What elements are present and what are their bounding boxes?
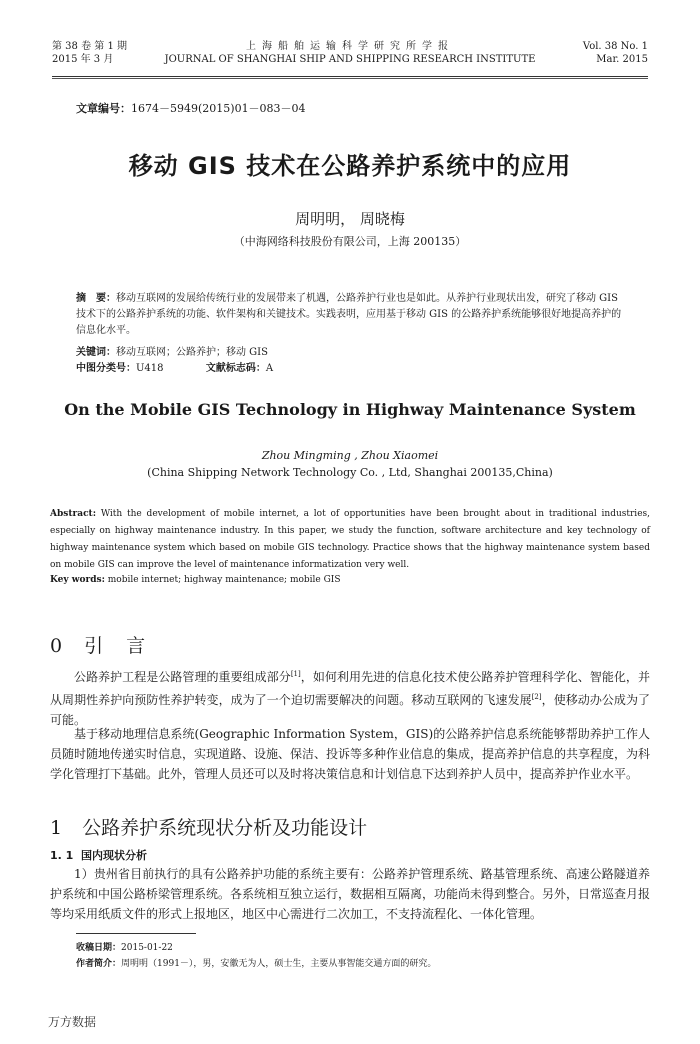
- abstract-en-text: With the development of mobile internet, a lot of opportunities have been brought about in traditional industries, especially on highway maintenance industry. In this paper, we study the function, software architecture and key technology of highway maintenance system which based on mobile GIS technology. Practice shows that the highway maintenance system based on mobile GIS can improve the level of maintenance informatization very well.: [50, 509, 650, 570]
- header-journal-cn: 上海船舶运输科学研究所学报: [246, 41, 454, 52]
- abstract-en-label: Abstract:: [50, 509, 97, 519]
- paper-title: 移动 GIS 技术在公路养护系统中的应用: [128, 152, 572, 180]
- footnote-author: [76, 956, 436, 969]
- clc-label: 中图分类号：: [76, 363, 136, 374]
- para-text: ，如何利用先进的信息化技术使公路养护管理科学化、智能化，并从周期性养护向预防性养护转变，成为了一个迫切需要解决的问题。移动互联网的飞速发展: [50, 670, 650, 707]
- english-affiliation: (China Shipping Network Technology Co. , Ltd, Shanghai 200135,China): [147, 466, 553, 479]
- doc-code-label: 文献标志码：: [205, 363, 266, 374]
- para-text: 公路养护工程是公路管理的重要组成部分: [74, 670, 291, 684]
- keywords-cn-label: 关键词：: [76, 347, 116, 358]
- abstract-cn-label: 摘 要：: [76, 293, 116, 304]
- section-0-heading: [50, 631, 147, 658]
- article-number-label: 文章编号：: [76, 102, 131, 115]
- keywords-cn: [76, 346, 268, 360]
- section-1-paragraph-1: [50, 864, 650, 924]
- section-1-number: 1: [50, 817, 63, 839]
- keywords-en: [50, 575, 341, 585]
- author-bio-value: 周明明（1991－），男，安徽无为人，硕士生，主要从事智能交通方面的研究。: [121, 959, 437, 969]
- author-bio-label: 作者简介：: [76, 959, 122, 969]
- doc-code-value: A: [265, 363, 274, 374]
- subsection-title: 国内现状分析: [81, 849, 147, 862]
- header-journal: [52, 40, 648, 66]
- section-0-number: 0: [50, 635, 65, 657]
- para-text: 1）贵州省目前执行的具有公路养护功能的系统主要有：公路养护管理系统、路基管理系统、高速公路隧道养护系统和中国公路桥梁管理系统。各系统相互独立运行，数据相互隔离，功能尚未得到整合。另外，日常巡查月报等均采用纸质文件的形式上报地区，地区中心需进行二次加工，不支持流程化、一体化管理。: [50, 867, 651, 921]
- para-text: ，使移动办公成为了可能。: [50, 693, 650, 727]
- header-rule-thin: [52, 78, 648, 79]
- section-0-title: 引 言: [84, 635, 148, 657]
- received-value: 2015-01-22: [121, 943, 173, 953]
- header-right: [583, 40, 648, 66]
- keywords-en-text: mobile internet; highway maintenance; mobile GIS: [104, 575, 341, 585]
- running-header: [52, 40, 648, 80]
- para-text: 基于移动地理信息系统(Geographic Information System，GIS)的公路养护信息系统能够帮助养护工作人员随时随地传递实时信息，实现道路、设施、保洁、投诉等多种作业信息的集成，提高养护信息的共享程度，为科学化管理打下基础。此外，管理人员还可以及时将决策信息和计划信息下达到养护人员中，提高养护作业水平。: [50, 727, 651, 781]
- subsection-number: 1. 1: [50, 849, 74, 862]
- keywords-cn-text: 移动互联网；公路养护；移动 GIS: [116, 347, 268, 358]
- footnote-rule: [76, 933, 196, 934]
- abstract-cn: [76, 291, 626, 339]
- header-rule: [52, 76, 648, 77]
- abstract-cn-text: 移动互联网的发展给传统行业的发展带来了机遇，公路养护行业也是如此。从养护行业现状出发，研究了移动 GIS 技术下的公路养护系统的功能、软件架构和关键技术。实践表明，应用基于移动 GIS 的公路养护系统能够很好地提高养护的信息化水平。: [76, 293, 622, 336]
- english-title: On the Mobile GIS Technology in Highway Maintenance System: [64, 400, 636, 419]
- section-1-heading: [50, 813, 367, 840]
- footnote-received: [76, 940, 173, 953]
- clc-value: U418: [136, 363, 164, 374]
- article-number-value: 1674－5949(2015)01－083－04: [131, 102, 306, 115]
- article-number: [76, 100, 306, 116]
- section-0-paragraph-2: [50, 724, 650, 784]
- keywords-en-label: Key words:: [50, 575, 105, 585]
- citation-1: [1]: [290, 670, 301, 678]
- header-volume-cn: 第 38 卷 第 1 期: [52, 41, 127, 52]
- classification: [76, 362, 273, 376]
- header-date-cn: 2015 年 3 月: [52, 54, 114, 65]
- section-1-title: 公路养护系统现状分析及功能设计: [82, 817, 368, 839]
- header-journal-en: JOURNAL OF SHANGHAI SHIP AND SHIPPING RESEARCH INSTITUTE: [164, 54, 536, 65]
- header-volume-en: Vol. 38 No. 1: [582, 41, 648, 52]
- authors-cn: 周明明， 周晓梅: [295, 210, 405, 228]
- citation-2: [2]: [531, 693, 542, 701]
- affiliation-cn: （中海网络科技股份有限公司，上海 200135）: [233, 235, 467, 248]
- abstract-en: [50, 506, 650, 574]
- watermark: 万方数据: [48, 1015, 97, 1029]
- received-label: 收稿日期：: [76, 943, 122, 953]
- section-0-paragraph-1: [50, 664, 650, 730]
- english-authors: Zhou Mingming , Zhou Xiaomei: [261, 449, 439, 462]
- subsection-1-1-heading: [50, 847, 147, 863]
- header-date-en: Mar. 2015: [596, 54, 648, 65]
